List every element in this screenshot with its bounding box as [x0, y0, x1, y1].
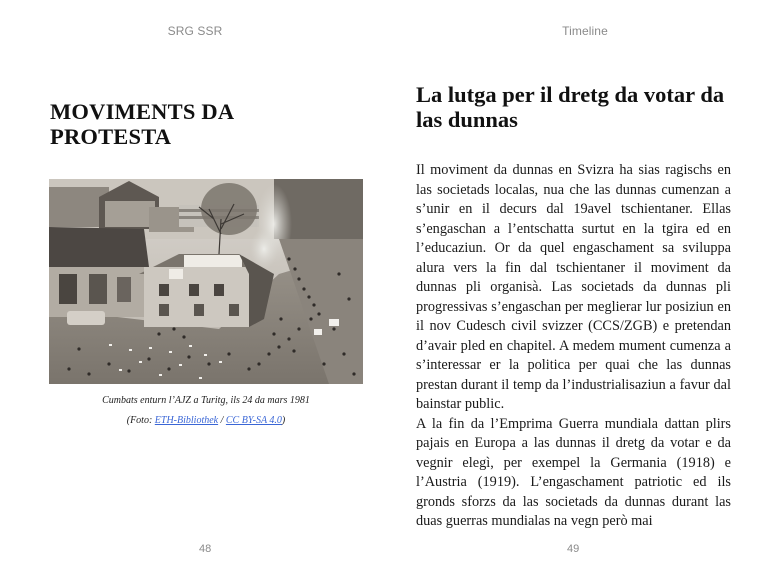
figure-caption	[49, 391, 363, 431]
protest-photo	[49, 179, 363, 384]
article-title: La lutga per il dretg da votar da las dunnas	[416, 82, 725, 132]
credit-suffix: )	[281, 415, 286, 426]
caption-text: Cumbats enturn l’AJZ a Turitg, ils 24 da mars 1981	[102, 395, 310, 406]
page-number-right: 49	[567, 543, 580, 555]
credit-prefix: (Foto:	[126, 415, 155, 426]
running-head-right: Timeline	[562, 24, 608, 38]
paragraph: A la fin da l’Emprima Guerra mundiala dattan plirs pajais en Europa a las dunnas il dretg da votar e da vegnir elegì, per exempel la Germania (1918) e l’Austria (1919). L’engaschament patriotic ed ils gronds sforzs da las societads da dunnas durant las duas guerras mundialas na vegn però mai	[416, 415, 731, 529]
right-page	[390, 0, 780, 585]
page-number-left: 48	[199, 543, 212, 555]
paragraph: Il moviment da dunnas en Svizra ha sias ragischs en las societads localas, nua che las dunnas cumenzan a s’unir en il decurs dal 19avel tschientaner. Ellas s’engaschan a l’entschatta surtut en la tgira ed en l’educaziun. Or da quel engaschament sa sviluppa alura vers la fin dal tschientaner il moviment da dunnas pli organisà. Las societads da dunnas pli progressivas s’engaschan per meglierar lur posiziun en il nov Cudesch civil svizzer (CCS/ZGB) e pretendan d’avair pled en chapitel. A medem mument cumenza a s’interessar er la politica per quai che las dunnas prestan durant il temp da l’industrialisaziun a favur dal bainstar public.	[416, 162, 731, 412]
eth-bibliothek-link[interactable]: ETH-Bibliothek	[154, 415, 219, 426]
license-link[interactable]: CC BY-SA 4.0	[225, 415, 282, 426]
credit-separator: /	[218, 415, 226, 426]
article-body	[416, 161, 731, 532]
chapter-title: MOVIMENTS DA PROTESTA	[50, 99, 234, 149]
running-head-left: SRG SSR	[167, 24, 223, 38]
figure	[49, 179, 363, 431]
photo-credit	[49, 411, 363, 431]
